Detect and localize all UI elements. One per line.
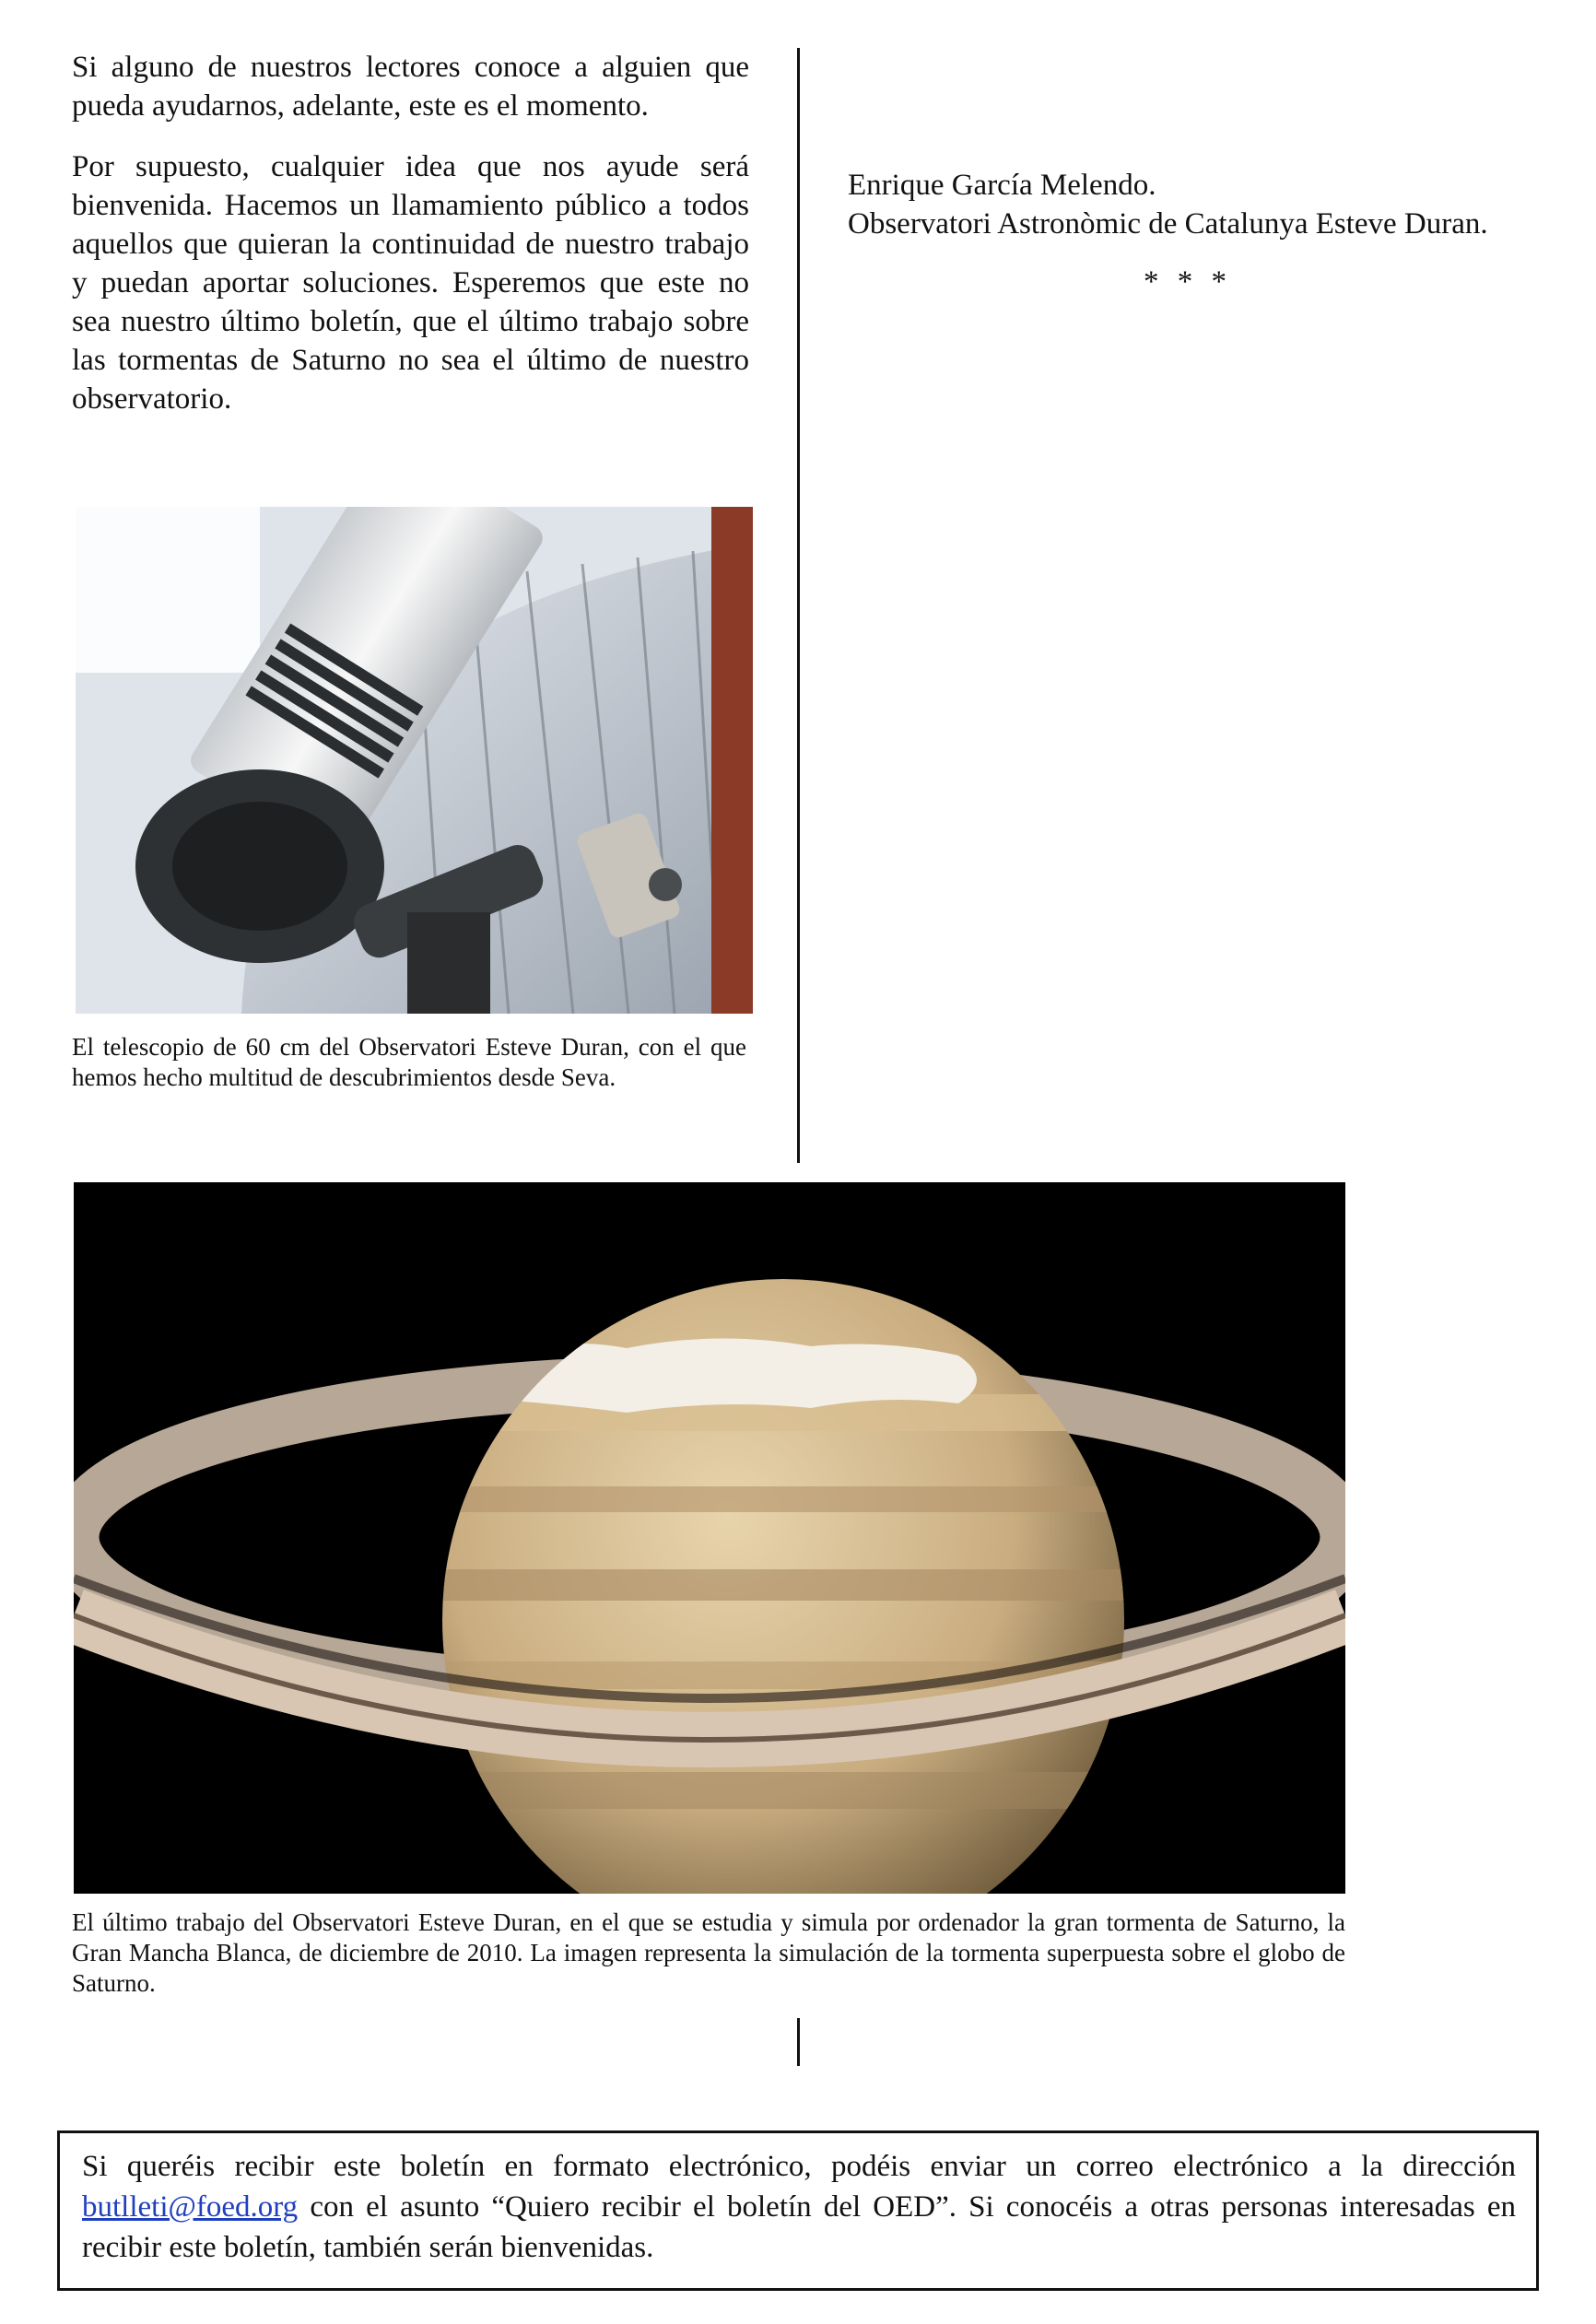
paragraph-appeal: Si alguno de nuestros lectores conoce a alguien que pueda ayudarnos, adelante, este es el momento. <box>72 51 749 123</box>
telescope-caption: El telescopio de 60 cm del Observatori Esteve Duran, con el que hemos hecho multitud de descubrimientos desde Seva. <box>72 1033 746 1091</box>
subscription-notice <box>57 2130 1539 2291</box>
email-link[interactable]: butlleti@foed.org <box>82 2190 299 2224</box>
notice-text-after: con el asunto “Quiero recibir el boletín del OED”. Si conocéis a otras personas interesadas en recibir este boletín, también serán bienvenidas. <box>82 2190 1516 2264</box>
left-column <box>72 48 749 418</box>
column-divider <box>797 48 800 1163</box>
saturn-caption: El último trabajo del Observatori Esteve Duran, en el que se estudia y simula por ordenador la gran tormenta de Saturno, la Gran Mancha Blanca, de diciembre de 2010. La imagen representa la simulación de la tormenta superpuesta sobre el globo de Saturno. <box>72 1908 1345 1997</box>
right-column <box>848 166 1528 299</box>
author-name: Enrique García Melendo. <box>848 169 1156 202</box>
paragraph-call-to-action: Por supuesto, cualquier idea que nos ayude será bienvenida. Hacemos un llamamiento público a todos aquellos que quieran la continuidad de nuestro trabajo y puedan aportar soluciones. Esperemos que este no sea nuestro último boletín, que el último trabajo sobre las tormentas de Saturno no sea el último de nuestro observatorio. <box>72 150 749 416</box>
saturn-simulation-image <box>74 1182 1345 1894</box>
notice-text-before: Si queréis recibir este boletín en formato electrónico, podéis enviar un correo electrónico a la dirección <box>82 2150 1516 2183</box>
bottom-divider <box>797 2018 800 2066</box>
telescope-photo <box>76 507 753 1014</box>
author-affiliation: Observatori Astronòmic de Catalunya Esteve Duran. <box>848 207 1488 241</box>
section-separator: * * * <box>1144 265 1232 299</box>
